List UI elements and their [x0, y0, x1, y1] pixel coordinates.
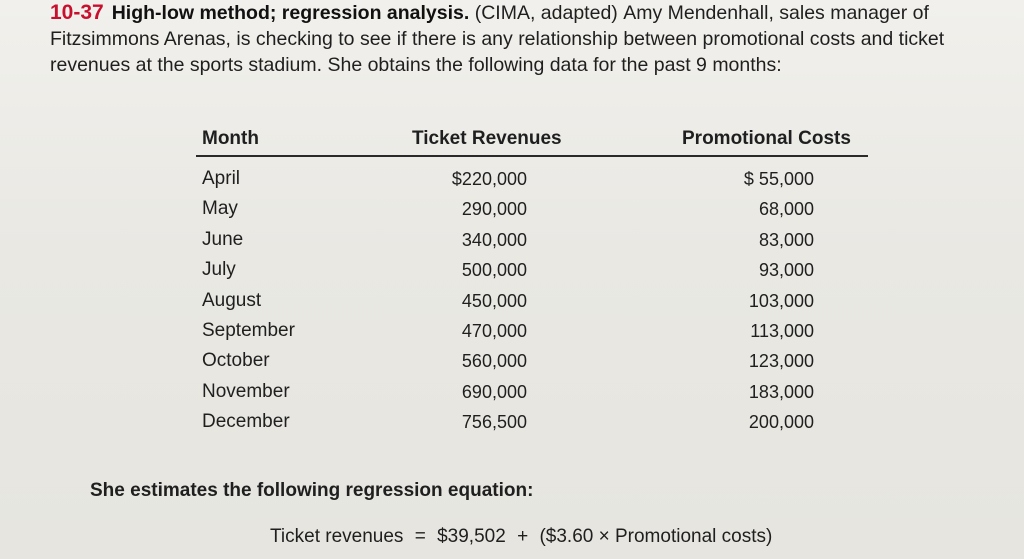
revenue-cell: 756,500	[461, 412, 527, 433]
month-cell: May	[202, 198, 238, 220]
revenue-cell: 340,000	[461, 229, 527, 250]
equation-lhs: Ticket revenues	[270, 526, 404, 547]
promotional-costs-column	[714, 164, 814, 438]
header-month: Month	[202, 128, 259, 149]
promo-cell: 93,000	[758, 260, 814, 281]
month-cell: April	[202, 168, 241, 189]
revenue-cell: $220,000	[451, 169, 527, 189]
promo-cell: $ 55,000	[743, 169, 814, 189]
equation-term: ($3.60 × Promotional costs)	[539, 526, 773, 547]
equation-equals: =	[414, 526, 426, 547]
header-ticket-revenues: Ticket Revenues	[412, 128, 562, 149]
problem-intro: Amy Mendenhall, sales manager of Fitzsimmons Arenas, is checking to see if there is any relationship between promotional costs and ticket revenues at the sports stadium. She obtains the following data for the past 9 months:	[50, 2, 945, 76]
month-cell: December	[202, 411, 290, 433]
month-column	[202, 164, 295, 438]
revenue-cell: 690,000	[461, 381, 527, 402]
promo-cell: 200,000	[748, 412, 814, 433]
month-cell: August	[202, 289, 262, 311]
equation-constant: $39,502	[437, 526, 506, 547]
promo-cell: 123,000	[748, 351, 814, 372]
month-cell: October	[202, 350, 270, 372]
header-rule	[196, 155, 868, 157]
month-cell: September	[202, 319, 295, 341]
promo-cell: 68,000	[758, 199, 814, 220]
revenue-cell: 560,000	[461, 351, 527, 372]
regression-equation	[270, 526, 778, 548]
problem-title: High-low method; regression analysis.	[111, 2, 470, 24]
month-cell: July	[202, 259, 236, 281]
ticket-revenues-column	[441, 164, 527, 438]
promo-cell: 83,000	[758, 229, 814, 250]
estimate-text: She estimates the following regression equation:	[90, 480, 534, 501]
revenue-cell: 450,000	[461, 290, 527, 311]
revenue-cell: 470,000	[461, 320, 527, 341]
equation-plus: +	[517, 526, 529, 547]
problem-number: 10-37	[50, 1, 104, 24]
month-cell: November	[202, 380, 290, 402]
problem-heading	[50, 0, 1010, 78]
promo-cell: 183,000	[748, 381, 814, 402]
revenue-cell: 500,000	[461, 260, 527, 281]
month-cell: June	[202, 228, 244, 250]
problem-source: (CIMA, adapted)	[474, 2, 618, 24]
promo-cell: 113,000	[750, 320, 814, 341]
header-promotional-costs: Promotional Costs	[682, 128, 851, 149]
revenue-cell: 290,000	[461, 199, 527, 220]
promo-cell: 103,000	[748, 290, 814, 311]
